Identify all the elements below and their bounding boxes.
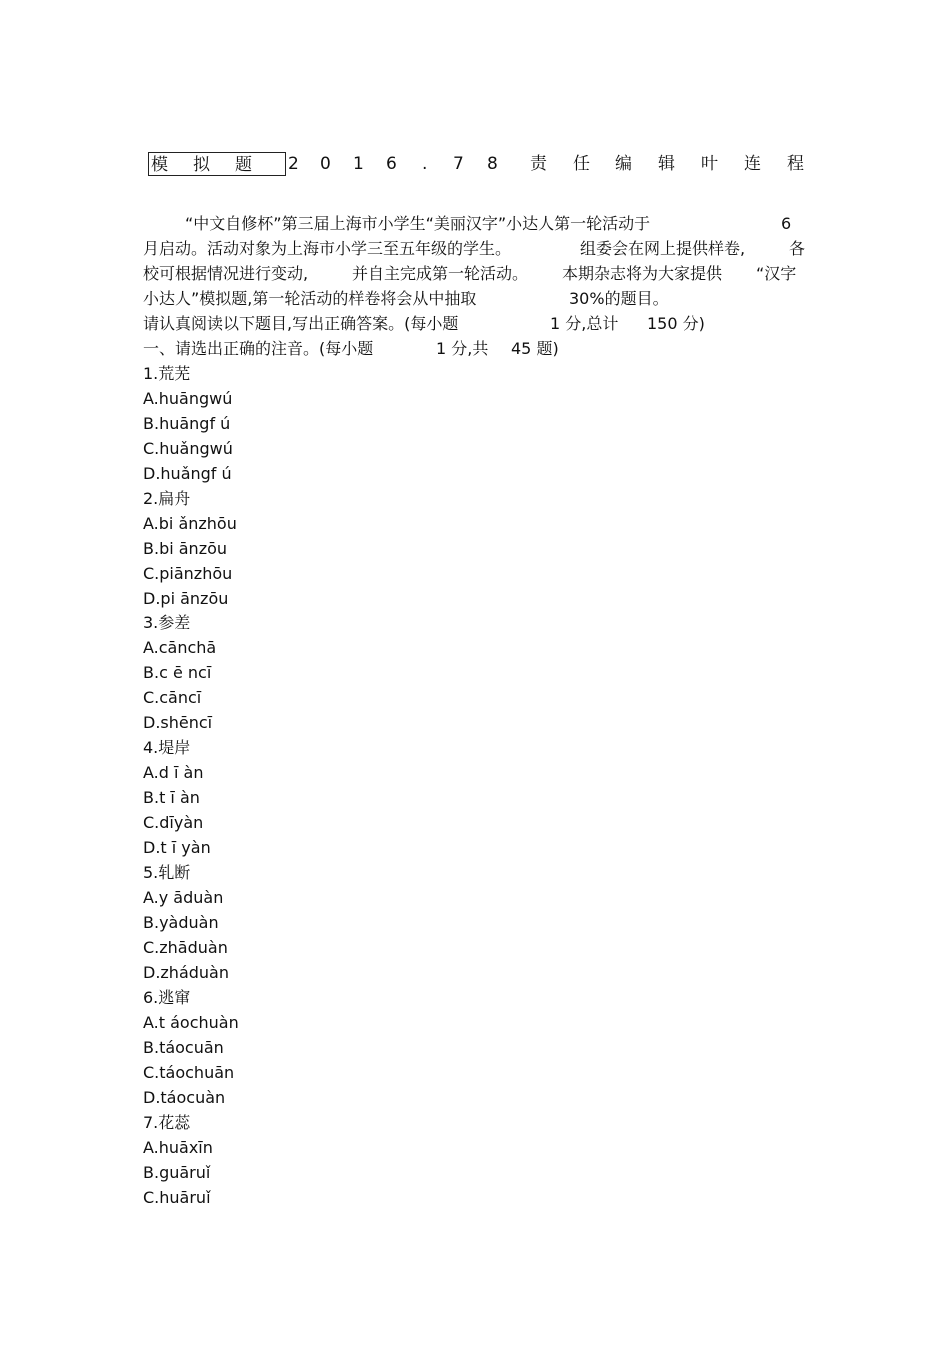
header-meta-char: 8 (487, 154, 498, 174)
option-1c: C.huǎngwú (143, 439, 233, 458)
option-3d: D.shēncī (143, 713, 213, 732)
question-1: 1.荒芜 (143, 364, 191, 383)
instruction-c: 150 分) (647, 314, 705, 333)
option-6c: C.táochuān (143, 1063, 235, 1082)
intro-line-3d: “汉字 (756, 264, 797, 283)
option-2d: D.pi ānzōu (143, 589, 229, 608)
header-meta-char: 任 (573, 154, 590, 174)
header-meta (148, 152, 808, 178)
header-meta-char: . (422, 154, 428, 174)
intro-line-2: 月启动。活动对象为上海市小学三至五年级的学生。 (143, 239, 512, 258)
option-7c: C.huāruǐ (143, 1188, 211, 1207)
option-1a: A.huāngwú (143, 389, 233, 408)
option-3a: A.cānchā (143, 638, 217, 657)
question-5: 5.轧断 (143, 863, 191, 882)
intro-line-1: “中文自修杯”第三届上海市小学生“美丽汉字”小达人第一轮活动于 (185, 214, 651, 233)
header-meta-char: 1 (353, 154, 364, 174)
intro-line-3: 校可根据情况进行变动, (143, 264, 309, 283)
section-title-c: 45 题) (511, 339, 559, 358)
option-6d: D.táocuàn (143, 1088, 226, 1107)
option-5b: B.yàduàn (143, 913, 219, 932)
intro-line-3b: 并自主完成第一轮活动。 (352, 264, 529, 283)
header-meta-char: 2 (288, 154, 299, 174)
option-6b: B.táocuān (143, 1038, 224, 1057)
header-meta-char: 6 (386, 154, 397, 174)
section-title-a: 一、请选出正确的注音。(每小题 (143, 339, 374, 358)
intro-line-4b: 30%的题目。 (569, 289, 669, 308)
option-4a: A.d ī àn (143, 763, 204, 782)
option-7a: A.huāxīn (143, 1138, 213, 1157)
option-1b: B.huāngf ú (143, 414, 231, 433)
header-meta-char: 辑 (658, 154, 675, 174)
option-2c: C.piānzhōu (143, 564, 233, 583)
option-2b: B.bi ānzōu (143, 539, 228, 558)
header-meta-char: 连 (744, 154, 761, 174)
header-meta-char: 程 (787, 154, 804, 174)
option-4b: B.t ī àn (143, 788, 200, 807)
option-2a: A.bi ǎnzhōu (143, 514, 237, 533)
option-5a: A.y āduàn (143, 888, 224, 907)
instruction-a: 请认真阅读以下题目,写出正确答案。(每小题 (143, 314, 459, 333)
question-4: 4.堤岸 (143, 738, 191, 757)
intro-line-1-number: 6 (781, 214, 792, 233)
option-6a: A.t áochuàn (143, 1013, 239, 1032)
header-row (148, 152, 808, 178)
intro-line-4: 小达人”模拟题,第一轮活动的样卷将会从中抽取 (143, 289, 477, 308)
option-1d: D.huǎngf ú (143, 464, 232, 483)
intro-line-2b: 组委会在网上提供样卷, (580, 239, 746, 258)
header-title-char: 拟 (193, 155, 210, 175)
instruction-b: 1 分,总计 (550, 314, 619, 333)
option-4d: D.t ī yàn (143, 838, 211, 857)
option-7b: B.guāruǐ (143, 1163, 211, 1182)
option-3c: C.cāncī (143, 688, 202, 707)
option-5d: D.zháduàn (143, 963, 229, 982)
option-3b: B.c ē ncī (143, 663, 212, 682)
header-title-char: 题 (235, 155, 252, 175)
header-title-char: 模 (151, 155, 168, 175)
question-7: 7.花蕊 (143, 1113, 191, 1132)
intro-line-2c: 各 (789, 239, 806, 258)
header-meta-char: 0 (320, 154, 331, 174)
intro-line-3c: 本期杂志将为大家提供 (562, 264, 723, 283)
question-3: 3.参差 (143, 613, 191, 632)
header-meta-char: 责 (530, 154, 547, 174)
option-5c: C.zhāduàn (143, 938, 228, 957)
header-meta-char: 叶 (701, 154, 718, 174)
option-4c: C.dīyàn (143, 813, 204, 832)
question-6: 6.逃窜 (143, 988, 191, 1007)
header-meta-char: 7 (453, 154, 464, 174)
question-2: 2.扁舟 (143, 489, 191, 508)
header-meta-char: 编 (615, 154, 632, 174)
section-title-b: 1 分,共 (436, 339, 489, 358)
